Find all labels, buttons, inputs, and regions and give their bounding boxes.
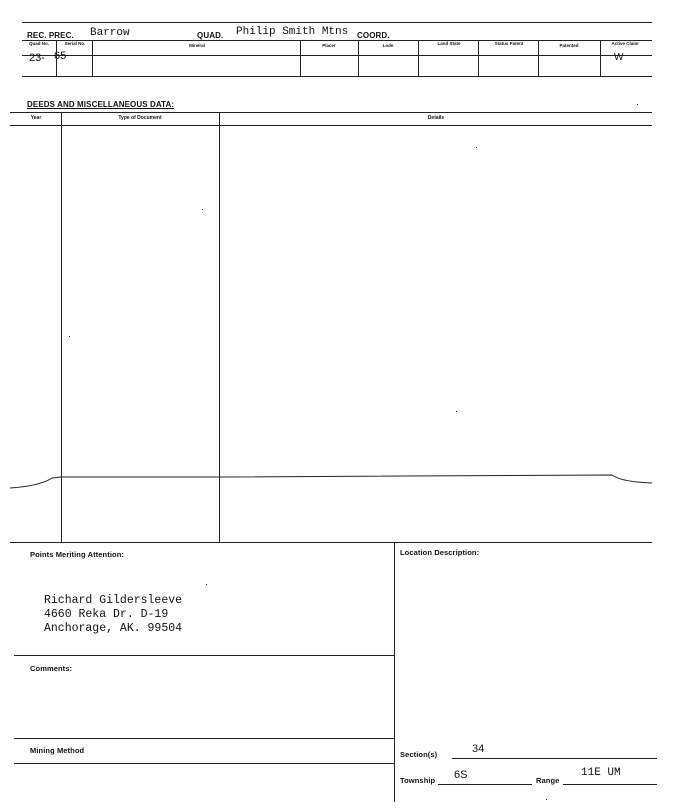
- township-field-line: [438, 784, 532, 785]
- quad-no-value: 23-: [29, 52, 45, 64]
- column-header-rule: [22, 55, 652, 56]
- bottom-center-divider: [394, 542, 395, 802]
- header-bottom-rule: [22, 76, 652, 77]
- col-mineral: Mineral: [189, 43, 205, 48]
- col-patented: Patented: [559, 43, 579, 48]
- col-details: Details: [427, 115, 445, 121]
- section-value: 34: [472, 743, 485, 755]
- quad-value: Philip Smith Mtns: [236, 26, 349, 38]
- col-land-state: Land State: [437, 41, 461, 46]
- mining-top-rule: [14, 738, 394, 739]
- address-line-3: Anchorage, AK. 99504: [44, 622, 183, 635]
- township-value: 6S: [454, 769, 468, 781]
- deeds-title: DEEDS AND MISCELLANEOUS DATA:: [27, 100, 175, 109]
- range-value: 11E UM: [581, 767, 621, 779]
- range-label: Range: [536, 776, 560, 785]
- range-field-line: [563, 784, 657, 785]
- mining-method-label: Mining Method: [30, 746, 85, 755]
- rec-prec-value: Barrow: [90, 27, 130, 39]
- col-active-claim: Active Claim: [611, 41, 639, 46]
- col-type-of-document: Type of Document: [118, 115, 162, 121]
- address-line-1: Richard Gildersleeve: [44, 594, 183, 607]
- active-claim-value: W: [614, 52, 624, 63]
- township-label: Township: [400, 776, 436, 785]
- mining-bottom-rule: [14, 763, 394, 764]
- points-meriting-label: Points Meriting Attention:: [30, 550, 124, 559]
- col-status-patent: Status Patent: [494, 41, 524, 46]
- col-quad-no: Quad No.: [29, 41, 49, 46]
- section-field-line: [452, 758, 657, 759]
- col-serial-no: Serial No.: [64, 41, 86, 46]
- header-rule: [22, 40, 652, 41]
- serial-no-value: 65: [54, 50, 67, 62]
- address-line-2: 4660 Reka Dr. D-19: [44, 608, 169, 621]
- section-label: Section(s): [400, 750, 438, 759]
- col-year: Year: [30, 115, 42, 121]
- coord-label: COORD.: [357, 31, 390, 40]
- quad-label: QUAD.: [197, 31, 224, 40]
- deeds-top-rule: [10, 112, 652, 113]
- deeds-bottom-rule: [10, 542, 652, 543]
- deeds-header-rule: [10, 125, 652, 126]
- rec-prec-label: REC. PREC.: [27, 31, 74, 40]
- col-placer: Placer: [322, 43, 336, 48]
- location-description-label: Location Description:: [400, 548, 480, 557]
- col-lode: Lode: [382, 43, 394, 48]
- comments-label: Comments:: [30, 664, 73, 673]
- page-fold-line: [0, 468, 678, 494]
- comments-top-rule: [14, 655, 394, 656]
- top-border: [22, 22, 652, 23]
